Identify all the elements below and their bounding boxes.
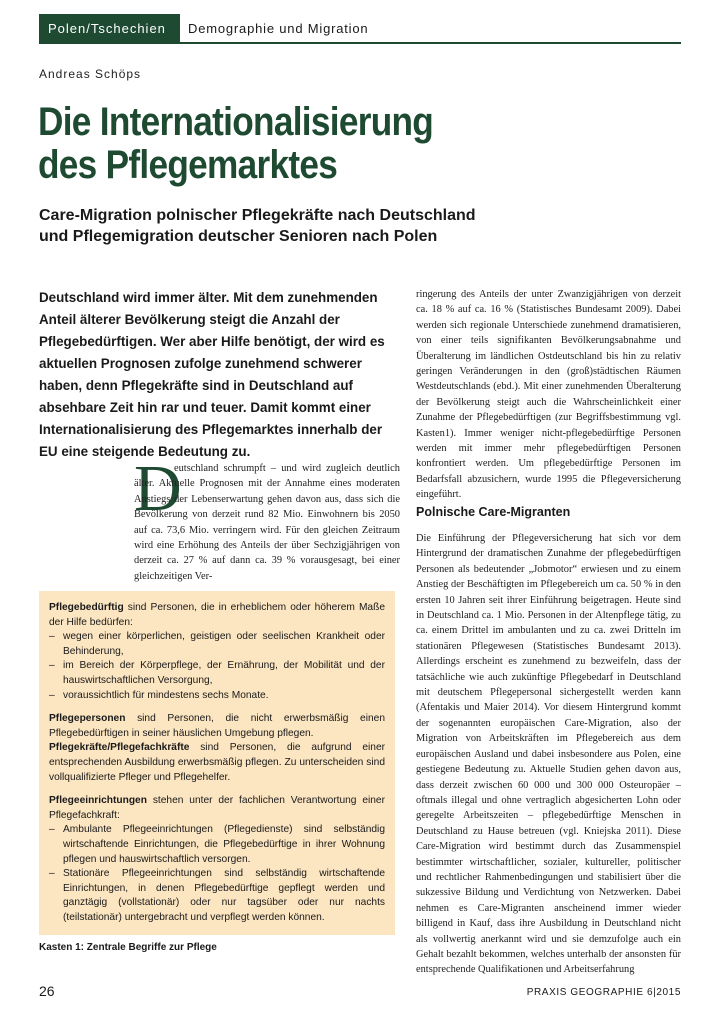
- body-right-section: Die Einführung der Pflegeversicherung hat sich vor dem Hintergrund der dramatischen Zunahme der pflegebedürftigen Personen als bedeutender „Jobmotor“ erwiesen und zu einem Anstieg der Beschäftigten im Pflegebereich um ca. 50 % in den ersten 10 Jahren seit ihrer Einführung beigetragen. Heute sind in Deutschland ca. 1 Mio. Personen in der Altenpflege tätig, zu ca. einem Drittel im ambulanten und zu ca. zwei Dritteln im stationären Pflegewesen (Statistisches Bundesamt 2013). Allerdings erscheint es zunehmend zu bezweifeln, dass der tatsächliche wie auch zukünftige Pflegebedarf in Deutschland mit deutschem Pflegepersonal sichergestellt werden kann (Afentakis und Maier 2014). Vor diesem Hintergrund kommt der sogenannten europäischen Care-Migration, also der Migration von Arbeitskräften im Pflegebereich aus dem europäischen Ausland und dabei insbesondere aus Polen, eine gestiegene Bedeutung zu. Aktuelle Studien gehen davon aus, dass derzeit zwischen 60 000 und 300 000 Osteuropäer – oftmals illegal und ohne vertraglich abgesicherten Lohn oder geregelte Arbeitszeiten – pflegebedürftige Menschen in Deutschland zu Hause betreuen (vgl. Kniejska 2011). Diese Care-Migration wird bestimmt durch das Zusammenspiel bestimmter wirtschaftlicher, sozialer, kultureller, politischer und rechtlicher Rahmenbedingungen und stabilisiert über die sukzessive Bildung und Verdichtung von Netzwerken. Dabei nehmen es Care-Migranten anscheinend immer wieder billigend in Kauf, dass ihre Ausbildung in Deutschland nicht als vollwertig anerkannt wird und sie demzufolge auch ein Gehalt bezahlt bekommen, welches unterhalb der ansonsten für entsprechende Qualifikationen und Arbeitserfahrung: [416, 533, 681, 976]
- body-intro-text: eutschland schrumpft – und wird zugleich deutlich älter. Aktuelle Prognosen mit der Annahme eines moderaten Anstiegs der Lebenserwartung gehen davon aus, dass sich die Bevölkerung von derzeit rund 82 Mio. Einwohnern bis 2050 auf ca. 73,6 Mio. verringern wird. Für den gleichen Zeitraum wird eine Erhöhung des Anteils der über Sechzigjährigen von derzeit ca. 27 % auf dann ca. 39 % vorausgesagt, bei einer gleichzeitigen Ver-: [134, 463, 400, 582]
- drop-cap: D: [134, 452, 182, 525]
- term: Pflegepersonen: [49, 713, 126, 725]
- definition-pflegekraefte: [49, 741, 385, 785]
- term: Pflegekräfte/Pflegefachkräfte: [49, 742, 190, 754]
- article-subtitle: [39, 205, 679, 247]
- list-item: – Ambulante Pflegeeinrichtungen (Pflegedienste) sind selbständig wirtschaftende Einrichtungen, die Pflegebedürftige in ihrer Wohnung pflegen und hauswirtschaftlich versorgen.: [49, 823, 385, 867]
- body-right-top: ringerung des Anteils der unter Zwanzigjährigen von derzeit ca. 18 % auf ca. 16 % (Statistisches Bundesamt 2009). Dabei werden sich regionale Unterschiede zunehmend dramatisieren, von einer teils signifikanten Bevölkerungsabnahme und Überalterung im ländlichen Ostdeutschland bis hin zu relativ geringen Veränderungen in den (groß)städtischen Räumen Westdeutschlands (ebd.). Mit einer zunehmenden Überalterung der Bevölkerung steigt auch die Wahrscheinlichkeit einer Zunahme der Pflegebedürftigen (zur Begriffsbestimmung vgl. Kasten1). Immer weniger nicht-pflegebedürftige Personen werden mit immer mehr pflegebedürftigen Personen konfrontiert werden. Um pflegebedürftige Personen im Bedarfsfall abzusichern, wurde 1995 die Pflegeversicherung eingeführt.: [416, 289, 681, 501]
- definition-text: stehen unter der fachlichen Verantwortung einer Pflegefachkraft:: [49, 795, 385, 821]
- journal-name: PRAXIS GEOGRAPHIE 6|2015: [526, 987, 681, 998]
- definition-text: sind Personen, die in erheblichem oder höherem Maße der Hilfe bedürfen:: [49, 602, 385, 628]
- definition-text: sind Personen, die aufgrund einer entsprechenden Ausbildung erwerbsmäßig pflegen. Zu unterscheiden sind vollqualifizierte Pfleger und Pflegehelfer.: [49, 742, 385, 783]
- definition-list-2: [49, 823, 385, 925]
- body-intro: [134, 461, 400, 584]
- list-item: – Stationäre Pflegeeinrichtungen sind selbständig wirtschaftende Einrichtungen, in denen Pflegebedürftige gepflegt werden und ganztägig (vollstationär) oder nur tagsüber oder nur nachts (teilstationär) untergebracht und verpflegt werden können.: [49, 867, 385, 925]
- section-heading: Polnische Care-Migranten: [416, 505, 571, 519]
- article-title: [38, 101, 601, 187]
- section-header: [39, 14, 681, 44]
- term: Pflegebedürftig: [49, 602, 124, 613]
- box-caption: Kasten 1: Zentrale Begriffe zur Pflege: [39, 942, 217, 953]
- definition-pflegebeduerftig: [49, 601, 385, 630]
- definition-pflegepersonen: [49, 712, 385, 741]
- page-number: 26: [39, 983, 55, 999]
- topic-label: Demographie und Migration: [188, 21, 369, 36]
- list-item: – voraussichtlich für mindestens sechs Monate.: [49, 689, 385, 704]
- definition-text: sind Personen, die nicht erwerbsmäßig einen Pflegebedürftigen in seiner häuslichen Umgebung pflegen.: [49, 713, 385, 739]
- title-line-1: Die Internationalisierung: [38, 100, 434, 144]
- definition-pflegeeinrichtungen: [49, 794, 385, 823]
- definition-list-1: [49, 630, 385, 703]
- category-tag: Polen/Tschechien: [39, 14, 180, 43]
- title-line-2: des Pflegemarktes: [38, 143, 338, 187]
- subtitle-line-1: Care-Migration polnischer Pflegekräfte nach Deutschland: [39, 207, 476, 224]
- definitions-box: [39, 591, 395, 935]
- list-item: – im Bereich der Körperpflege, der Ernährung, der Mobilität und der hauswirtschaftlichen Versorgung,: [49, 659, 385, 688]
- subtitle-line-2: und Pflegemigration deutscher Senioren nach Polen: [39, 228, 438, 245]
- term: Pflegeeinrichtungen: [49, 795, 147, 807]
- author: Andreas Schöps: [39, 67, 142, 81]
- lead-paragraph: Deutschland wird immer älter. Mit dem zunehmenden Anteil älterer Bevölkerung steigt die Anzahl der Pflegebedürftigen. Wer aber Hilfe benötigt, der wird es aktuellen Prognosen zufolge zunehmend schwerer haben, denn Pflegekräfte sind in Deutschland auf absehbare Zeit hin rar und teuer. Damit kommt einer Internationalisierung des Pflegemarktes innerhalb der EU eine steigende Bedeutung zu.: [39, 290, 385, 459]
- list-item: – wegen einer körperlichen, geistigen oder seelischen Krankheit oder Behinderung,: [49, 630, 385, 659]
